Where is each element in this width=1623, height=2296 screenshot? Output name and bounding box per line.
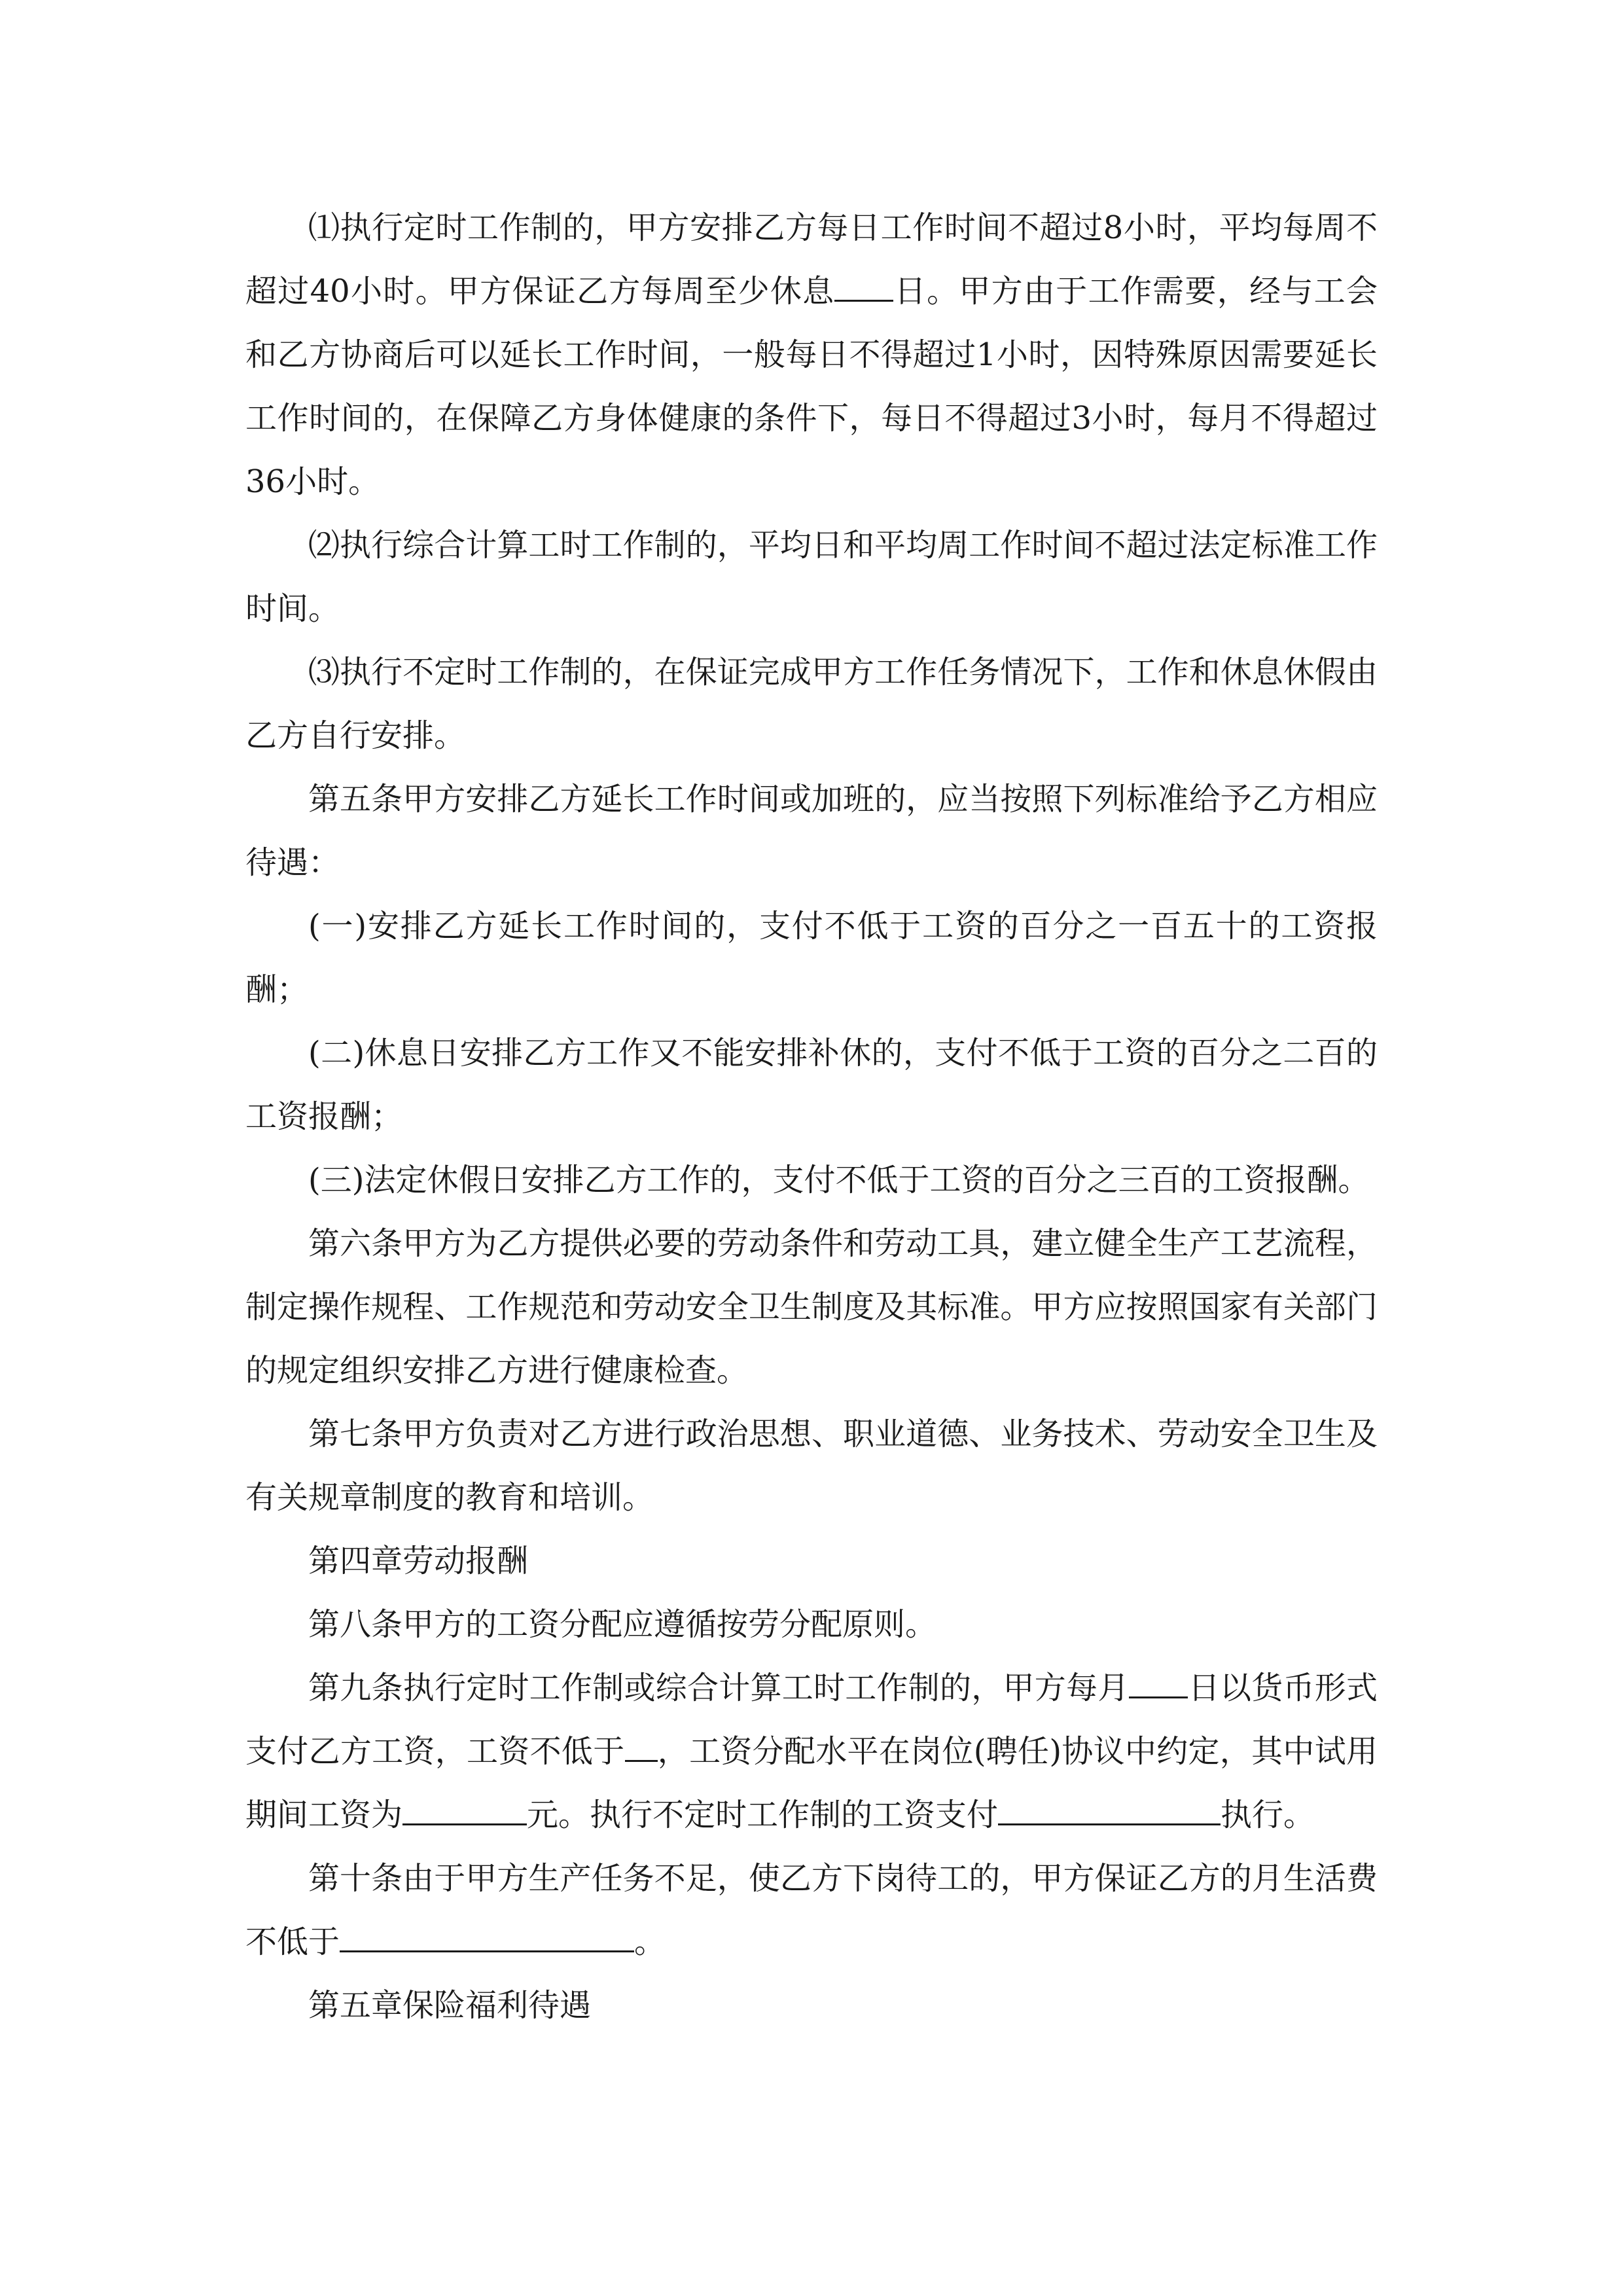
text-segment: (三)法定休假日安排乙方工作的，支付不低于工资的百分之三百的工资报酬。	[308, 1162, 1370, 1198]
document-page	[245, 196, 1378, 2037]
text-segment: 日。甲方由于工作需要，经与工会和乙方协商后可以延长工作时间，一般每日不得超过1小时，因特殊原因需要延长工作时间的，在保障乙方身体健康的条件下，每日不得超过3小时，每月不得超过36小时。	[245, 273, 1378, 500]
text-segment: ⑵执行综合计算工时工作制的，平均日和平均周工作时间不超过法定标准工作时间。	[245, 527, 1378, 627]
clause-4-3	[245, 641, 1378, 768]
blank-min-wage	[625, 1721, 658, 1762]
blank-rest-days	[834, 260, 893, 302]
clause-4-1	[245, 196, 1378, 514]
text-segment: 第七条甲方负责对乙方进行政治思想、职业道德、业务技术、劳动安全卫生及有关规章制度的教育和培训。	[245, 1416, 1378, 1516]
article-5-2	[245, 1022, 1378, 1149]
text-segment: 元。执行不定时工作制的工资支付	[527, 1797, 999, 1833]
text-segment: ⑴执行定时工作制的，甲方安排乙方每日工作时间不超过8小时，平均每周不超过40小时。甲方保证乙方每周至少休息	[245, 209, 1378, 310]
text-segment: 。	[634, 1924, 666, 1960]
article-6	[245, 1212, 1378, 1403]
text-segment: 第五条甲方安排乙方延长工作时间或加班的，应当按照下列标准给予乙方相应待遇：	[245, 781, 1378, 881]
text-segment: ，工资分配水平在岗位(聘任)协议中约定，其中试用期间工资为	[245, 1733, 1378, 1833]
text-segment: 日以货币形式支付乙方工资，工资不低于	[245, 1670, 1378, 1770]
text-segment: 第八条甲方的工资分配应遵循按劳分配原则。	[308, 1606, 937, 1643]
text-segment: (二)休息日安排乙方工作又不能安排补休的，支付不低于工资的百分之二百的工资报酬；	[245, 1035, 1378, 1135]
article-7	[245, 1403, 1378, 1530]
text-segment: 第十条由于甲方生产任务不足，使乙方下岗待工的，甲方保证乙方的月生活费不低于	[245, 1860, 1378, 1960]
text-segment: (一)安排乙方延长工作时间的，支付不低于工资的百分之一百五十的工资报酬；	[245, 908, 1378, 1008]
text-segment: 第六条甲方为乙方提供必要的劳动条件和劳动工具，建立健全生产工艺流程，制定操作规程、工作规范和劳动安全卫生制度及其标准。甲方应按照国家有关部门的规定组织安排乙方进行健康检查。	[245, 1225, 1378, 1389]
text-segment: 执行。	[1221, 1797, 1315, 1833]
text-segment: ⑶执行不定时工作制的，在保证完成甲方工作任务情况下，工作和休息休假由乙方自行安排。	[245, 654, 1378, 754]
clause-4-2	[245, 514, 1378, 641]
article-5	[245, 768, 1378, 895]
article-10	[245, 1847, 1378, 1974]
blank-wage-method	[998, 1784, 1221, 1825]
blank-living-allowance	[340, 1911, 634, 1952]
blank-probation-wage	[402, 1784, 527, 1825]
text-segment: 第四章劳动报酬	[308, 1543, 529, 1579]
article-9	[245, 1657, 1378, 1847]
chapter-4-heading	[245, 1530, 1378, 1593]
article-5-3	[245, 1149, 1378, 1212]
chapter-5-heading	[245, 1974, 1378, 2037]
text-segment: 第五章保险福利待遇	[308, 1987, 592, 2024]
blank-pay-day	[1129, 1657, 1188, 1698]
article-5-1	[245, 895, 1378, 1022]
text-segment: 第九条执行定时工作制或综合计算工时工作制的，甲方每月	[308, 1670, 1130, 1706]
article-8	[245, 1593, 1378, 1657]
